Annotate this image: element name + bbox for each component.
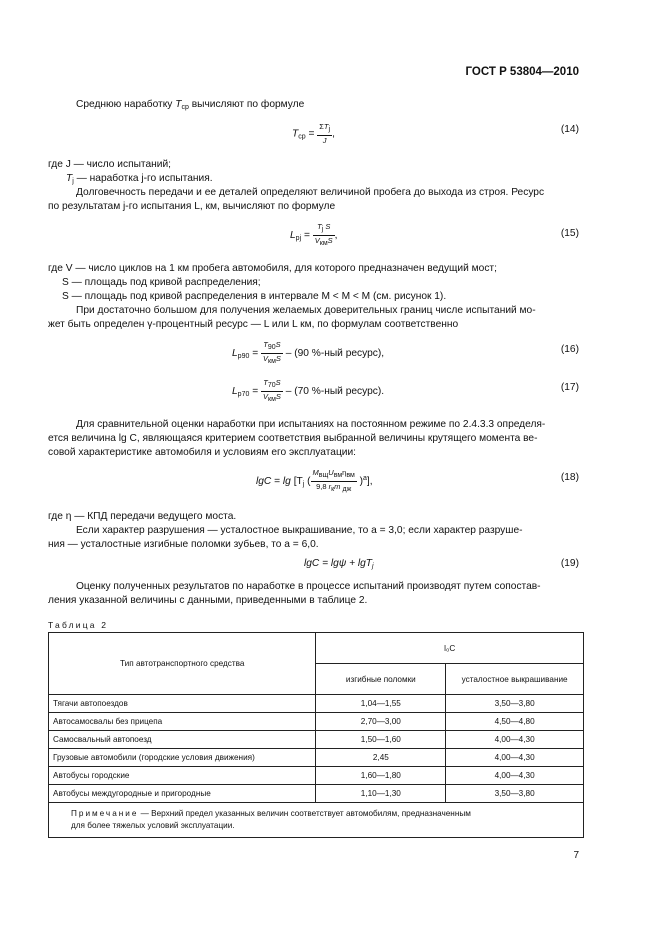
paragraph-durability-a: Долговечность передачи и ее деталей определяют величиной пробега до выхода из строя. Ресурс bbox=[76, 187, 545, 198]
eq-number-16: (16) bbox=[560, 344, 579, 355]
paragraph-evaluation-b: ления указанной величины с данными, приведенными в таблице 2. bbox=[48, 595, 368, 606]
table-row: Автосамосвалы без прицепа 2,70—3,00 4,50—4,80 bbox=[49, 713, 584, 731]
header-vehicle-type: Тип автотранспортного средства bbox=[49, 633, 316, 695]
paragraph-resource-b: жет быть определен γ-процентный ресурс — L или L км, по формулам соответственно bbox=[48, 319, 459, 330]
resource-table bbox=[48, 632, 584, 838]
where-j: где J — число испытаний; bbox=[48, 159, 171, 170]
paragraph-mean-time: Среднюю наработку $Т_{ср}$ вычисляют по формуле bbox=[76, 99, 305, 111]
eq-number-15: (15) bbox=[560, 228, 579, 239]
where-tj: $T_j$ — наработка j-го испытания. bbox=[66, 173, 213, 185]
eq-number-14: (14) bbox=[560, 124, 579, 135]
paragraph-comparison-a: Для сравнительной оценки наработки при испытаниях на постоянном режиме по 2.4.3.3 определя- bbox=[76, 419, 546, 430]
eq-number-19: (19) bbox=[560, 558, 579, 569]
table-row: Автобусы междугородные и пригородные 1,10—1,30 3,50—3,80 bbox=[49, 785, 584, 803]
paragraph-failure-b: ния — усталостные изгибные поломки зубьев, то a = 6,0. bbox=[48, 539, 319, 550]
formula-17: $L_{р70}$ = $\frac{T_{70}S}{V_{км}S}$ – (70 %-ный ресурс). bbox=[232, 378, 385, 403]
table-note: Примечание — Верхний предел указанных величин соответствует автомобилям, предназначенным для более тяжелых условий эксплуатации. bbox=[49, 803, 584, 838]
eq-number-18: (18) bbox=[560, 472, 579, 483]
where-eta: где η — КПД передачи ведущего моста. bbox=[48, 511, 237, 522]
table-row: Самосвальный автопоезд 1,50—1,60 4,00—4,30 bbox=[49, 731, 584, 749]
paragraph-evaluation-a: Оценку полученных результатов по наработке в процессе испытаний производят путем сопостав- bbox=[76, 581, 541, 592]
header-pitting: усталостное выкрашивание bbox=[446, 664, 584, 695]
formula-19: lgC = lgψ + lgT$_j$ bbox=[304, 558, 374, 570]
eq-number-17: (17) bbox=[560, 382, 579, 393]
table-row: Автобусы городские 1,60—1,80 4,00—4,30 bbox=[49, 767, 584, 785]
standard-header: ГОСТ Р 53804—2010 bbox=[465, 66, 579, 78]
formula-15: $L_{pj}$ = $\frac{T_j S}{V_{км}S}$ , bbox=[290, 222, 338, 247]
where-vkm: где V — число циклов на 1 км пробега автомобиля, для которого предназначен ведущий мост; bbox=[48, 263, 497, 274]
header-group: l₀C bbox=[316, 633, 584, 664]
header-bending: изгибные поломки bbox=[316, 664, 446, 695]
paragraph-resource-a: При достаточно большом для получения желаемых доверительных границ числе испытаний мо- bbox=[76, 305, 536, 316]
formula-18: $\lg C = \lg [T_j$ ( $\frac{M_{вщ}U_{вм}\eta_{вм}}{9,8 r_кm _{дж}}$ )$^a$], bbox=[256, 468, 373, 493]
where-spu: S — площадь под кривой распределения в интервале M < M < M (см. рисунок 1). bbox=[62, 291, 447, 302]
paragraph-comparison-c: совой характеристике автомобиля и условиям его эксплуатации: bbox=[48, 447, 356, 458]
table-row: Грузовые автомобили (городские условия движения) 2,45 4,00—4,30 bbox=[49, 749, 584, 767]
paragraph-comparison-b: ется величина lg C, являющаяся критерием соответствия выбранной величины крутящего момента ве- bbox=[48, 433, 538, 444]
paragraph-durability-b: по результатам j-го испытания L, км, вычисляют по формуле bbox=[48, 201, 336, 212]
formula-14: $Т_{ср}$ = $\frac{\Sigma T_j}{J}$ , bbox=[292, 122, 335, 145]
table-row: Тягачи автопоездов 1,04—1,55 3,50—3,80 bbox=[49, 695, 584, 713]
table-caption: Таблица 2 bbox=[48, 620, 109, 630]
page-number: 7 bbox=[573, 850, 579, 861]
paragraph-failure-a: Если характер разрушения — усталостное выкрашивание, то a = 3,0; если характер разруше- bbox=[76, 525, 523, 536]
where-s: S — площадь под кривой распределения; bbox=[62, 277, 261, 288]
formula-16: $L_{р90}$ = $\frac{T_{90}S}{V_{км}S}$ – (90 %-ный ресурс), bbox=[232, 340, 385, 365]
